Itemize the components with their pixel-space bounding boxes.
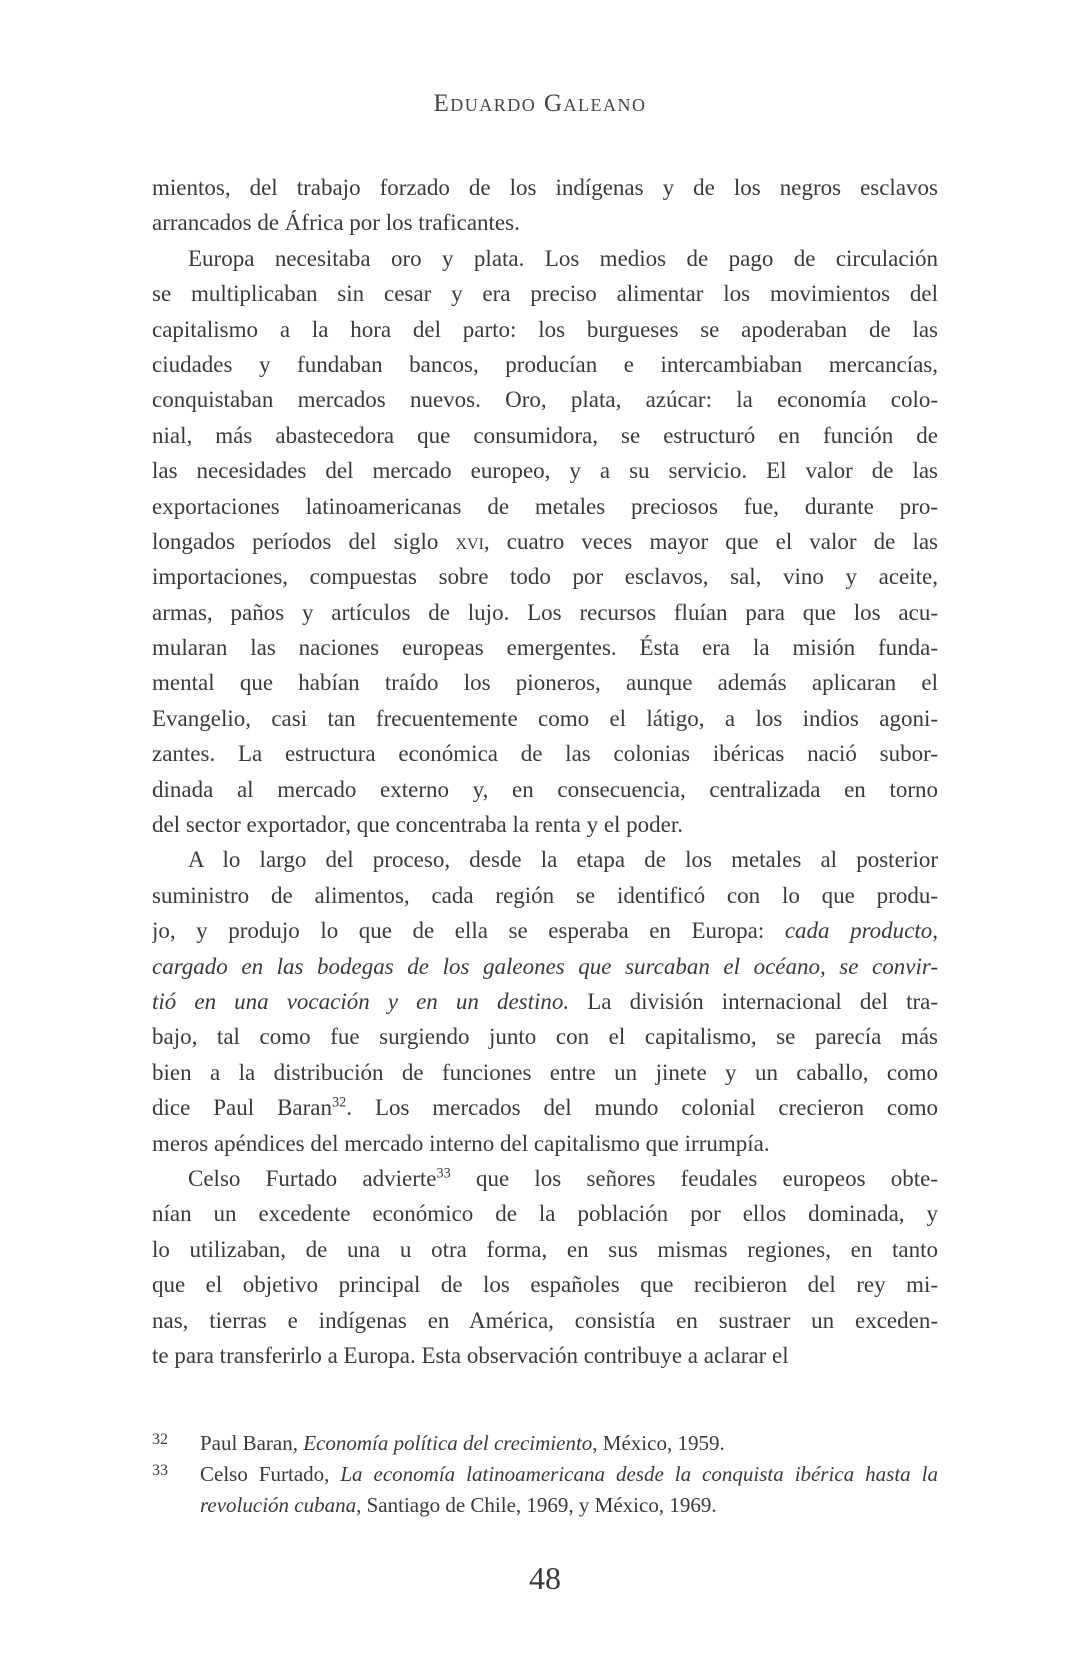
text-segment: , cuatro veces mayor que el valor de las xyxy=(483,528,938,554)
text-line xyxy=(152,807,938,842)
text-line xyxy=(152,312,938,347)
text-segment: mientos, del trabajo forzado de los indígenas y de los negros esclavos xyxy=(152,175,938,200)
text-segment: meros apéndices del mercado interno del capitalismo que irrumpía. xyxy=(152,1130,770,1156)
text-segment: jo, y produjo lo que de ella se esperaba en Europa: xyxy=(152,918,785,944)
text-segment: La economía latinoamericana desde la conquista ibérica hasta la xyxy=(340,1462,938,1486)
text-line xyxy=(152,1232,938,1267)
footnote-text xyxy=(200,1428,938,1459)
text-segment: que el objetivo principal de los españoles que recibieron del rey mi- xyxy=(152,1272,938,1298)
text-segment: bajo, tal como fue surgiendo junto con el capitalismo, se parecía más xyxy=(152,1024,938,1050)
text-segment: Evangelio, casi tan frecuentemente como el látigo, a los indios agoni- xyxy=(152,705,938,731)
body-text xyxy=(152,170,938,1373)
text-line xyxy=(152,949,938,984)
running-header: Eduardo Galeano xyxy=(433,90,647,117)
text-line xyxy=(152,878,938,913)
text-line xyxy=(200,1490,938,1521)
text-line xyxy=(152,205,938,240)
text-segment: Celso Furtado, xyxy=(200,1462,341,1486)
text-segment: armas, paños y artículos de lujo. Los recursos fluían para que los acu- xyxy=(152,599,938,625)
text-segment: dice Paul Baran xyxy=(152,1095,333,1121)
text-line xyxy=(200,1428,938,1459)
text-segment: suministro de alimentos, cada región se identificó con lo que produ- xyxy=(152,882,938,908)
text-segment: exportaciones latinoamericanas de metales preciosos fue, durante pro- xyxy=(152,493,938,519)
text-line xyxy=(152,595,938,630)
text-line xyxy=(200,1459,938,1490)
text-line xyxy=(152,489,938,524)
text-segment: las necesidades del mercado europeo, y a su servicio. El valor de las xyxy=(152,458,938,484)
text-line xyxy=(152,1303,938,1338)
text-line xyxy=(152,913,938,948)
text-line xyxy=(152,1090,938,1125)
text-segment: , Santiago de Chile, 1969, y México, 1969. xyxy=(356,1493,717,1517)
paragraph xyxy=(152,241,938,843)
footnote-number: 32 xyxy=(152,1431,168,1448)
text-line xyxy=(152,736,938,771)
text-segment: A lo largo del proceso, desde la etapa de los metales al posterior xyxy=(188,847,938,873)
footnote xyxy=(152,1428,938,1459)
text-line xyxy=(152,1161,938,1196)
text-segment: , México, 1959. xyxy=(592,1431,725,1455)
text-line xyxy=(152,630,938,665)
paragraph xyxy=(152,170,938,241)
footnote-text xyxy=(200,1459,938,1521)
text-line xyxy=(152,1055,938,1090)
text-line xyxy=(152,170,938,205)
text-segment: Celso Furtado advierte xyxy=(188,1165,437,1191)
text-line xyxy=(152,1267,938,1302)
footnotes xyxy=(152,1428,938,1521)
text-segment: nas, tierras e indígenas en América, consistía en sustraer un exceden- xyxy=(152,1307,938,1333)
text-segment: zantes. La estructura económica de las colonias ibéricas nació subor- xyxy=(152,741,938,767)
text-segment: mental que habían traído los pioneros, aunque además aplicaran el xyxy=(152,670,938,696)
text-segment: Paul Baran, xyxy=(200,1431,304,1455)
text-line xyxy=(152,1196,938,1231)
text-line xyxy=(152,382,938,417)
text-line xyxy=(152,665,938,700)
text-segment: cada producto, xyxy=(784,918,938,944)
text-segment: bien a la distribución de funciones entre un jinete y un caballo, como xyxy=(152,1059,938,1085)
paragraph xyxy=(152,842,938,1161)
text-segment: longados períodos del siglo xyxy=(152,528,456,554)
text-line xyxy=(152,984,938,1019)
footnote-ref: 33 xyxy=(436,1165,451,1182)
text-segment: arrancados de África por los traficantes. xyxy=(152,210,520,236)
text-segment: revolución cubana xyxy=(200,1493,357,1517)
footnote-number: 33 xyxy=(152,1462,168,1479)
text-line xyxy=(152,1338,938,1373)
text-line xyxy=(152,701,938,736)
text-line xyxy=(152,276,938,311)
text-segment: cargado en las bodegas de los galeones que surcaban el océano, se convir- xyxy=(152,953,938,979)
text-line xyxy=(152,524,938,559)
text-segment: te para transferirlo a Europa. Esta observación contribuye a aclarar el xyxy=(152,1342,789,1368)
text-line xyxy=(152,418,938,453)
text-segment: del sector exportador, que concentraba la renta y el poder. xyxy=(152,812,684,838)
text-line xyxy=(152,347,938,382)
text-segment: Europa necesitaba oro y plata. Los medios de pago de circulación xyxy=(188,245,938,271)
text-segment: ciudades y fundaban bancos, producían e intercambiaban mercancías, xyxy=(152,351,938,377)
text-segment: mularan las naciones europeas emergentes. Ésta era la misión funda- xyxy=(152,635,938,661)
text-segment: xvi xyxy=(455,528,484,554)
text-segment: capitalismo a la hora del parto: los burgueses se apoderaban de las xyxy=(152,316,938,342)
text-segment: nial, más abastecedora que consumidora, se estructuró en función de xyxy=(152,422,938,448)
text-segment: tió en una vocación y en un destino. xyxy=(152,988,570,1014)
text-segment: que los señores feudales europeos obte- xyxy=(450,1165,938,1191)
text-line xyxy=(152,453,938,488)
text-segment: nían un excedente económico de la población por ellos dominada, y xyxy=(152,1201,938,1227)
text-line xyxy=(152,241,938,276)
text-segment: se multiplicaban sin cesar y era preciso alimentar los movimientos del xyxy=(152,281,938,307)
text-segment: conquistaban mercados nuevos. Oro, plata, azúcar: la economía colo- xyxy=(152,387,938,413)
text-line xyxy=(152,842,938,877)
text-segment: dinada al mercado externo y, en consecuencia, centralizada en torno xyxy=(152,776,938,802)
text-segment: Economía política del crecimiento xyxy=(303,1431,593,1455)
footnote-ref: 32 xyxy=(332,1094,347,1111)
text-segment: La división internacional del tra- xyxy=(569,988,938,1014)
page-number: 48 xyxy=(529,1560,561,1596)
text-line xyxy=(152,1126,938,1161)
paragraph xyxy=(152,1161,938,1373)
text-segment: lo utilizaban, de una u otra forma, en sus mismas regiones, en tanto xyxy=(152,1236,938,1262)
text-line xyxy=(152,559,938,594)
footnote xyxy=(152,1459,938,1521)
text-line xyxy=(152,772,938,807)
text-segment: importaciones, compuestas sobre todo por esclavos, sal, vino y aceite, xyxy=(152,564,938,590)
text-line xyxy=(152,1019,938,1054)
text-segment: . Los mercados del mundo colonial crecieron como xyxy=(346,1095,938,1121)
